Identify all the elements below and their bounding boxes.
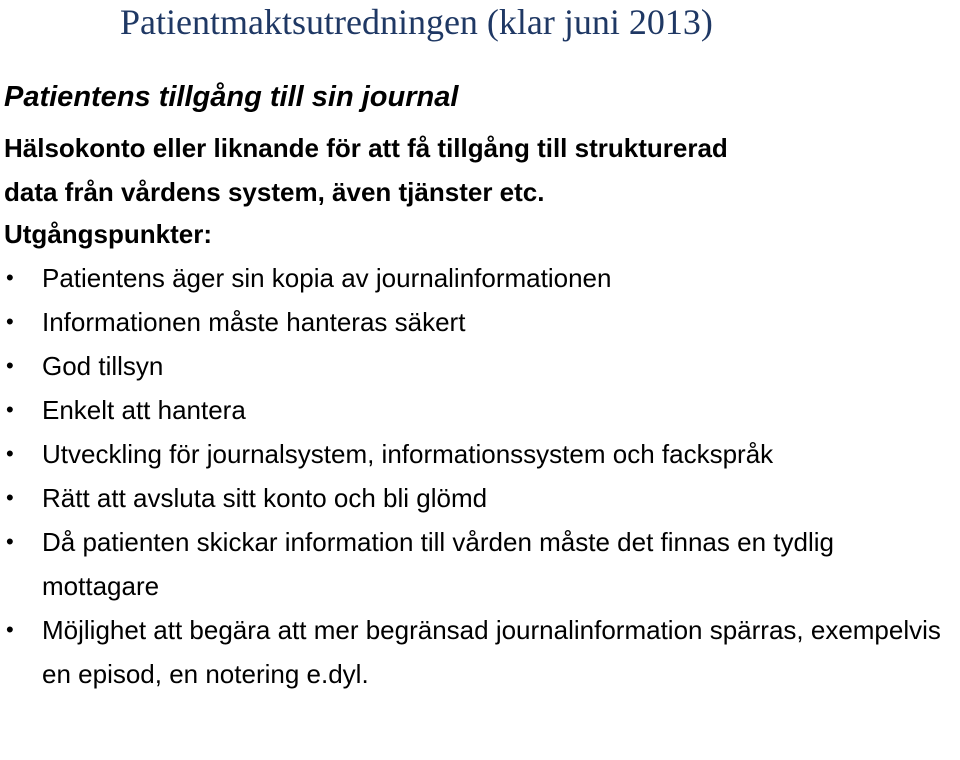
bullet-icon: •	[6, 353, 14, 378]
intro-line: data från vårdens system, även tjänster etc.	[4, 177, 545, 207]
bullet-text: Möjlighet att begära att mer begränsad journalinformation spärras, exempelvis en episod, en notering e.dyl.	[42, 615, 941, 689]
bullet-icon: •	[6, 441, 14, 466]
bullet-text: Patientens äger sin kopia av journalinformationen	[42, 263, 612, 293]
bullet-text: Då patienten skickar information till vården måste det finnas en tydlig mottagare	[42, 527, 834, 601]
bullet-icon: •	[6, 265, 14, 290]
bullet-item	[4, 256, 956, 300]
bullet-text: Enkelt att hantera	[42, 395, 246, 425]
bullet-icon: •	[6, 529, 14, 554]
bullet-text: Informationen måste hanteras säkert	[42, 307, 466, 337]
bullet-item	[4, 388, 956, 432]
bullet-item	[4, 476, 956, 520]
bullet-icon: •	[6, 485, 14, 510]
intro-line: Hälsokonto eller liknande för att få tillgång till strukturerad	[4, 133, 728, 163]
bullet-text: Utveckling för journalsystem, informationssystem och fackspråk	[42, 439, 774, 469]
sub-heading: Utgångspunkter:	[4, 219, 212, 249]
bullet-item	[4, 432, 956, 476]
intro-paragraph	[4, 126, 956, 214]
slide-title: Patientmaktsutredningen (klar juni 2013)	[120, 2, 713, 42]
slide-content	[4, 78, 956, 696]
bullet-icon: •	[6, 397, 14, 422]
bullet-item	[4, 520, 956, 608]
bullet-icon: •	[6, 617, 14, 642]
bullet-item	[4, 344, 956, 388]
section-heading: Patientens tillgång till sin journal	[4, 81, 459, 113]
bullet-icon: •	[6, 309, 14, 334]
bullet-text: Rätt att avsluta sitt konto och bli glömd	[42, 483, 488, 513]
bullet-text: God tillsyn	[42, 351, 164, 381]
bullet-list	[4, 256, 956, 696]
bullet-item	[4, 608, 956, 696]
bullet-item	[4, 300, 956, 344]
